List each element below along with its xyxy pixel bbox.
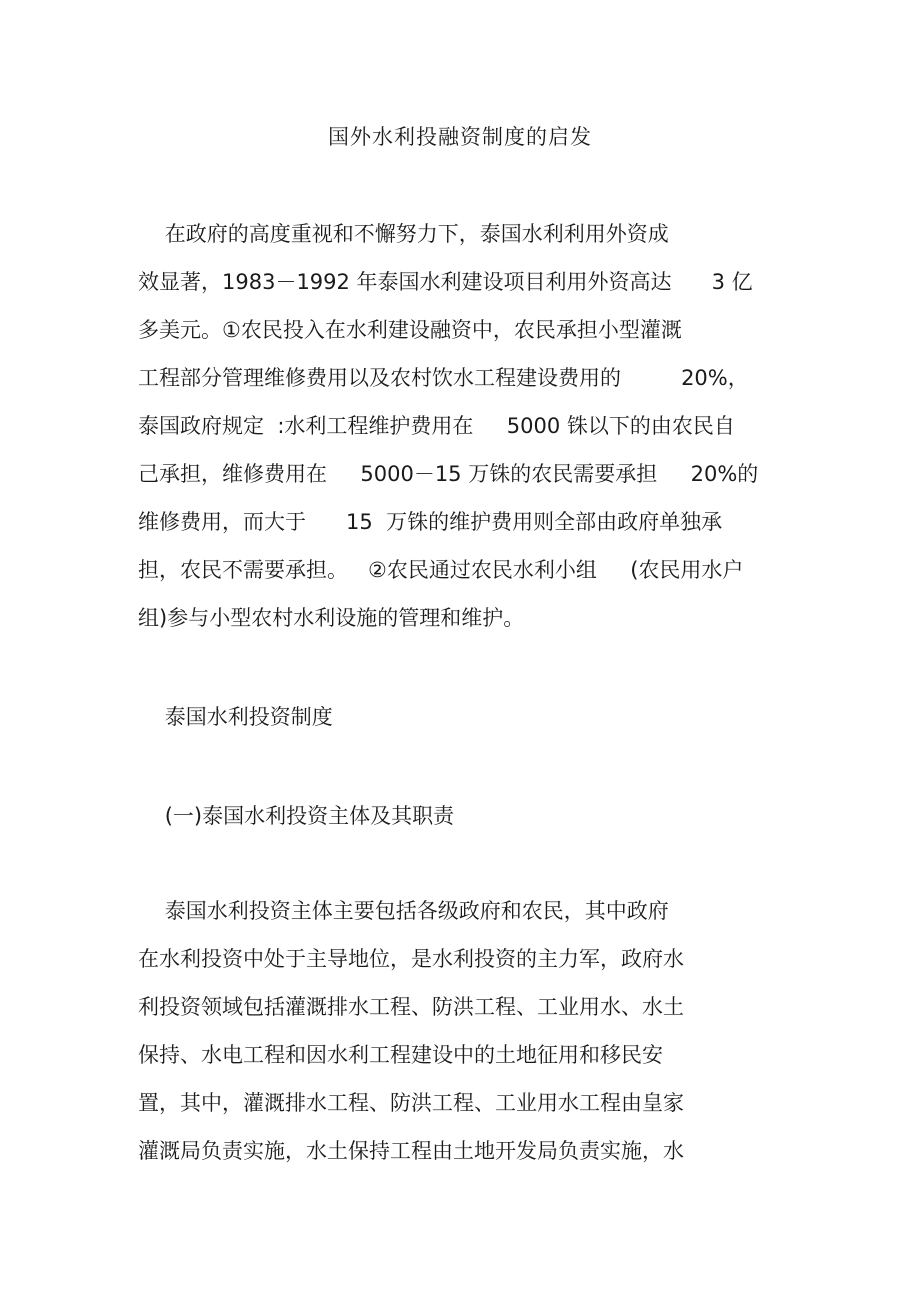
paragraph-1-line-6: 己承担，维修费用在 5000－15 万铢的农民需要承担 20%的 (138, 462, 759, 486)
paragraph-2-line-5: 置，其中，灌溉排水工程、防洪工程、工业用水工程由皇家 (138, 1091, 684, 1115)
paragraph-1-line-1: 在政府的高度重视和不懈努力下，泰国水利利用外资成 (138, 222, 669, 246)
paragraph-2-line-1: 泰国水利投资主体主要包括各级政府和农民，其中政府 (138, 899, 669, 923)
paragraph-1-line-8: 担，农民不需要承担。 ②农民通过农民水利小组 (农民用水户 (138, 558, 744, 582)
paragraph-1-line-5: 泰国政府规定 :水利工程维护费用在 5000 铢以下的由农民自 (138, 414, 735, 438)
subsection-heading: (一)泰国水利投资主体及其职责 (138, 804, 455, 828)
paragraph-1-line-9: 组)参与小型农村水利设施的管理和维护。 (138, 606, 525, 630)
paragraph-2-line-4: 保持、水电工程和因水利工程建设中的土地征用和移民安 (138, 1043, 663, 1067)
paragraph-1-line-2: 效显著，1983－1992 年泰国水利建设项目利用外资高达 3 亿 (138, 270, 753, 294)
paragraph-2-line-2: 在水利投资中处于主导地位，是水利投资的主力军，政府水 (138, 947, 684, 971)
section-heading: 泰国水利投资制度 (138, 705, 333, 729)
paragraph-2-line-3: 利投资领域包括灌溉排水工程、防洪工程、工业用水、水土 (138, 995, 684, 1019)
document-title: 国外水利投融资制度的启发 (328, 125, 592, 149)
paragraph-1-line-7: 维修费用，而大于 15 万铢的维护费用则全部由政府单独承 (138, 510, 723, 534)
paragraph-1-line-4: 工程部分管理维修费用以及农村饮水工程建设费用的 20%， (138, 366, 749, 390)
paragraph-2-line-6: 灌溉局负责实施，水土保持工程由土地开发局负责实施，水 (138, 1139, 684, 1163)
paragraph-1-line-3: 多美元。①农民投入在水利建设融资中，农民承担小型灌溉 (138, 318, 682, 342)
